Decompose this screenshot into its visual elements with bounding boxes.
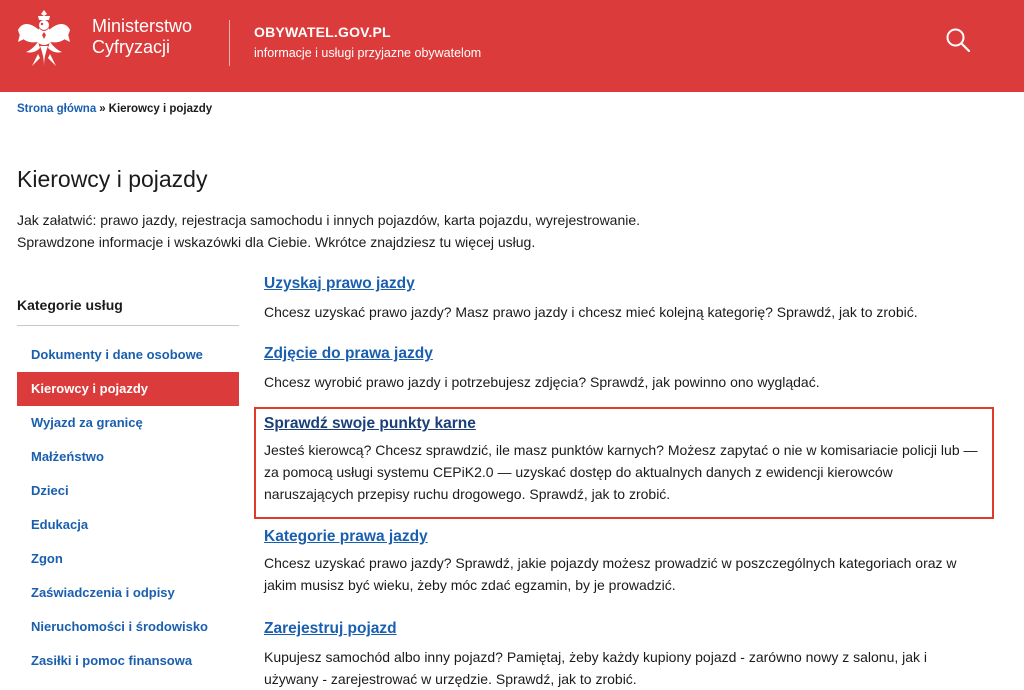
service-item (264, 274, 984, 344)
service-item (264, 344, 984, 407)
service-item-highlighted (254, 407, 994, 519)
sidebar-item-property-environment[interactable]: Nieruchomości i środowisko (31, 619, 208, 634)
polish-eagle-icon[interactable] (16, 8, 72, 70)
sidebar-item-drivers-vehicles[interactable]: Kierowcy i pojazdy (17, 372, 239, 406)
ministry-name[interactable] (92, 16, 192, 58)
service-description: Chcesz uzyskać prawo jazdy? Masz prawo jazdy i chcesz mieć kolejną kategorię? Sprawdź, jak to zrobić. (264, 304, 918, 320)
sidebar-item-benefits[interactable]: Zasiłki i pomoc finansowa (31, 653, 193, 668)
site-tagline: informacje i usługi przyjazne obywatelom (254, 46, 482, 60)
search-icon[interactable] (945, 27, 971, 53)
service-description: Chcesz wyrobić prawo jazdy i potrzebujesz zdjęcia? Sprawdź, jak powinno ono wyglądać. (264, 374, 820, 390)
service-link-penalty-points[interactable]: Sprawdź swoje punkty karne (264, 415, 476, 432)
site-name[interactable]: OBYWATEL.GOV.PL (254, 24, 391, 40)
service-description: Chcesz uzyskać prawo jazdy? Sprawdź, jakie pojazdy możesz prowadzić w poszczególnych kategoriach oraz w jakim musisz być wieku, żeby móc zdać egzamin, by je prowadzić. (264, 555, 957, 593)
sidebar-item-marriage[interactable]: Małżeństwo (31, 449, 104, 464)
ministry-line1: Ministerstwo (92, 16, 193, 36)
sidebar-title: Kategorie usług (17, 297, 239, 326)
sidebar-item-education[interactable]: Edukacja (31, 517, 89, 532)
service-link-license-photo[interactable]: Zdjęcie do prawa jazdy (264, 345, 433, 362)
page-title: Kierowcy i pojazdy (17, 166, 208, 192)
service-item (264, 527, 984, 619)
sidebar-item-travel-abroad[interactable]: Wyjazd za granicę (31, 415, 143, 430)
service-list (264, 274, 984, 690)
service-link-register-vehicle[interactable]: Zarejestruj pojazd (264, 620, 397, 637)
header-divider (229, 20, 230, 66)
sidebar-item-death[interactable]: Zgon (31, 551, 63, 566)
service-description: Jesteś kierowcą? Chcesz sprawdzić, ile masz punktów karnych? Możesz zapytać o nie w komisariacie policji lub — za pomocą usługi systemu CEPiK2.0 — uzyskać dostęp do aktualnych danych z ewidencji kierowców naruszających przepisy ruchu drogowego. Sprawdź, jak to zrobić. (264, 442, 978, 502)
category-list (17, 338, 239, 678)
breadcrumb-separator: » (99, 103, 106, 115)
sidebar-item-documents[interactable]: Dokumenty i dane osobowe (31, 347, 203, 362)
category-sidebar (17, 297, 239, 678)
breadcrumb-current: Kierowcy i pojazdy (108, 103, 213, 115)
service-link-license-categories[interactable]: Kategorie prawa jazdy (264, 528, 428, 545)
sidebar-item-children[interactable]: Dzieci (31, 483, 69, 498)
site-header (0, 0, 1024, 92)
intro-line1: Jak załatwić: prawo jazdy, rejestracja samochodu i innych pojazdów, karta pojazdu, wyrejestrowanie. (17, 212, 641, 228)
page-intro (17, 209, 640, 253)
service-description: Kupujesz samochód albo inny pojazd? Pamiętaj, żeby każdy kupiony pojazd - zarówno nowy z salonu, jak i używany - zarejestrować w urzędzie. Sprawdź, jak to zrobić. (264, 649, 928, 687)
service-item (264, 619, 984, 690)
intro-line2: Sprawdzone informacje i wskazówki dla Ciebie. Wkrótce znajdziesz tu więcej usług. (17, 234, 536, 250)
breadcrumb-home-link[interactable]: Strona główna (17, 103, 97, 115)
sidebar-item-certificates[interactable]: Zaświadczenia i odpisy (31, 585, 175, 600)
service-link-get-license[interactable]: Uzyskaj prawo jazdy (264, 275, 415, 292)
ministry-line2: Cyfryzacji (92, 37, 171, 57)
breadcrumb (17, 103, 212, 115)
